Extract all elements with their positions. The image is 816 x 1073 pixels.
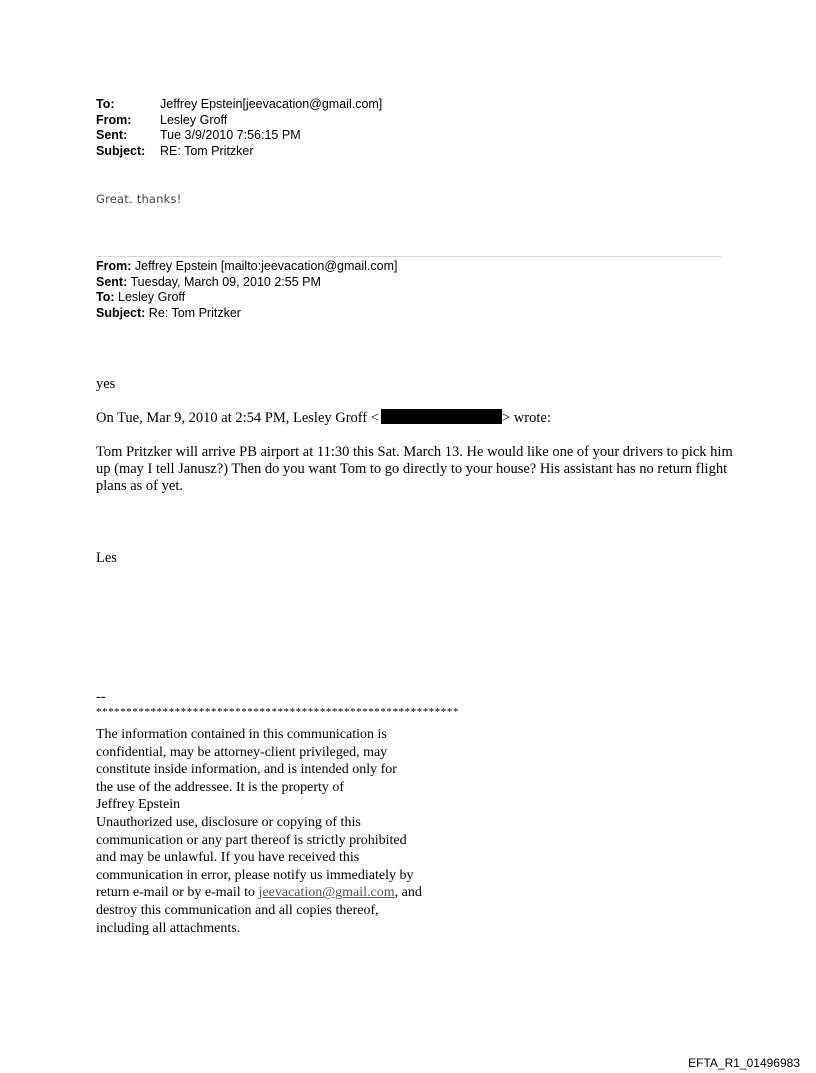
disclaimer-line: destroy this communication and all copies thereof,: [96, 902, 379, 918]
on-wrote-suffix: > wrote:: [502, 410, 551, 426]
quoted-from-label: From:: [96, 259, 132, 273]
document-id: EFTA_R1_01496983: [688, 1056, 800, 1070]
to-label: To:: [96, 97, 115, 111]
from-value: Lesley Groff: [160, 112, 228, 127]
quoted-sent-line: [96, 275, 397, 291]
header-subject-row: [96, 144, 382, 160]
disclaimer-line-suffix: , and: [394, 885, 422, 901]
subject-label: Subject:: [96, 143, 146, 158]
quoted-to-line: [96, 290, 397, 306]
quoted-subject-value: Re: Tom Pritzker: [145, 305, 241, 320]
disclaimer-line: and may be unlawful. If you have received this: [96, 850, 360, 866]
quoted-sent-value: Tuesday, March 09, 2010 2:55 PM: [127, 274, 321, 289]
disclaimer-line: including all attachments.: [96, 920, 241, 936]
on-wrote-prefix: On Tue, Mar 9, 2010 at 2:54 PM, Lesley Groff <: [96, 410, 379, 426]
disclaimer-line-prefix: return e-mail or by e-mail to: [96, 885, 259, 901]
reply-text: Great. thanks!: [96, 192, 182, 206]
header-sent-row: [96, 128, 382, 144]
signature-dashes: --: [96, 689, 106, 705]
signature: Les: [96, 550, 117, 566]
from-label: From:: [96, 112, 132, 127]
disclaimer-line: communication or any part thereof is strictly prohibited: [96, 832, 407, 848]
to-value: Jeffrey Epstein[jeevacation@gmail.com]: [160, 97, 383, 111]
disclaimer-line: constitute inside information, and is intended only for: [96, 762, 397, 778]
yes-text: yes: [96, 376, 116, 392]
redaction-bar: [381, 409, 502, 424]
quoted-to-value: Lesley Groff: [114, 290, 186, 304]
quoted-from-value: Jeffrey Epstein [mailto:jeevacation@gmail.com]: [131, 259, 398, 273]
quoted-sent-label: Sent:: [96, 274, 128, 289]
email-header: [96, 97, 382, 159]
disclaimer-line: confidential, may be attorney-client privileged, may: [96, 744, 388, 760]
quote-divider: [96, 256, 721, 257]
disclaimer-line: the use of the addressee. It is the property of: [96, 779, 345, 795]
disclaimer-line: The information contained in this communication is: [96, 727, 387, 742]
sent-value: Tue 3/9/2010 7:56:15 PM: [160, 128, 301, 142]
star-separator: ************************************************************: [96, 706, 459, 718]
header-from-row: [96, 113, 382, 129]
email-link[interactable]: jeevacation@gmail.com: [258, 885, 395, 901]
disclaimer: [96, 726, 496, 937]
quoted-body: Tom Pritzker will arrive PB airport at 11:30 this Sat. March 13. He would like one of your drivers to pick him up (may I tell Janusz?) Then do you want Tom to go directly to your house? His assistant has no return flight plans as of yet.: [96, 444, 733, 494]
quoted-to-label: To:: [96, 290, 115, 304]
sent-label: Sent:: [96, 128, 128, 142]
quoted-subject-line: [96, 306, 397, 322]
quoted-subject-label: Subject:: [96, 305, 146, 320]
header-to-row: [96, 97, 382, 113]
quoted-from-line: [96, 259, 397, 275]
disclaimer-line: Unauthorized use, disclosure or copying of this: [96, 814, 361, 830]
quoted-header: [96, 259, 397, 321]
subject-value: RE: Tom Pritzker: [160, 143, 254, 158]
disclaimer-line: communication in error, please notify us immediately by: [96, 867, 414, 883]
disclaimer-line: Jeffrey Epstein: [96, 797, 181, 813]
on-wrote-line: [96, 409, 551, 427]
disclaimer-line: [96, 884, 496, 902]
